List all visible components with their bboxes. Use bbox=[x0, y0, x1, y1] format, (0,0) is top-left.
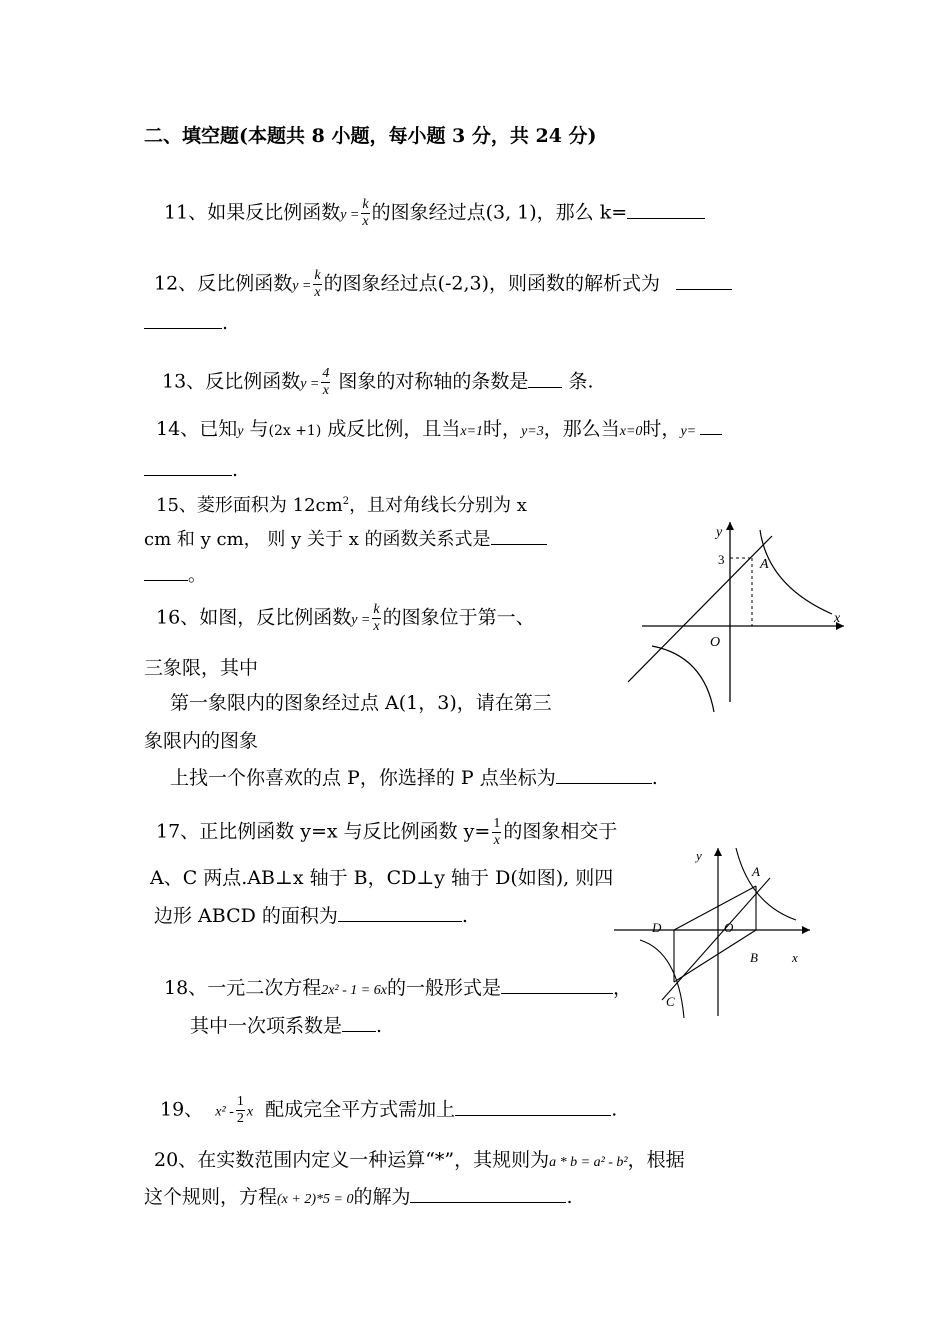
q14-answer-blank-a[interactable] bbox=[700, 416, 722, 435]
q16-text-post: 的图象位于第一、 bbox=[382, 606, 535, 629]
q16-line3: 第一象限内的图象经过点 A(1，3)，请在第三 bbox=[170, 692, 552, 714]
q18-text-post: 的一般形式是 bbox=[386, 977, 501, 999]
q13-frac-num: 4 bbox=[322, 366, 330, 381]
q12-text-post: 的图象经过点(-2,3)，则函数的解析式为 bbox=[323, 272, 661, 295]
q12-frac-den: x bbox=[314, 285, 321, 300]
q17-line1b: 的图象相交于 bbox=[503, 820, 618, 843]
q20-line2a: 这个规则，方程 bbox=[144, 1186, 278, 1208]
q16-number: 16、 bbox=[156, 606, 200, 629]
q16-end: . bbox=[651, 767, 658, 789]
q19-answer-blank[interactable] bbox=[455, 1097, 611, 1116]
q12-fraction bbox=[313, 268, 321, 301]
q12-number: 12、 bbox=[154, 272, 198, 295]
q17-answer-blank[interactable] bbox=[338, 903, 462, 922]
q16-hyperbola-q1 bbox=[760, 530, 832, 614]
q15-answer-blank-a[interactable] bbox=[491, 526, 547, 545]
question-20-line2 bbox=[144, 1184, 573, 1212]
question-15-line3 bbox=[144, 562, 206, 588]
q14-text-mid5: 时， bbox=[642, 418, 681, 440]
q14-text-pre: 已知 bbox=[199, 418, 238, 440]
q13-text-pre: 反比例函数 bbox=[205, 370, 301, 393]
question-18-line1 bbox=[164, 975, 632, 1003]
q17-frac-den: x bbox=[493, 833, 500, 848]
q18-answer-blank-a[interactable] bbox=[501, 975, 613, 994]
q13-func-y: y = bbox=[300, 376, 320, 392]
q17-x-arrow bbox=[802, 926, 810, 934]
q19-expr-b: x bbox=[246, 1104, 254, 1120]
q20-answer-blank[interactable] bbox=[410, 1184, 566, 1203]
q19-frac-den: 2 bbox=[236, 1111, 244, 1126]
q13-end: 条. bbox=[568, 370, 594, 393]
q14-ask: y= bbox=[680, 424, 697, 439]
q17-hyperbola-q1 bbox=[736, 848, 796, 920]
q14-text-mid1: 与 bbox=[249, 418, 269, 440]
q16-x-label: x bbox=[834, 611, 841, 626]
question-14 bbox=[156, 416, 722, 444]
section-title: 二、填空题(本题共 8 小题，每小题 3 分，共 24 分) bbox=[144, 125, 597, 147]
q18-end: ， bbox=[612, 977, 632, 999]
q19-expr-a: x² - bbox=[215, 1104, 234, 1120]
q16-line2: 三象限，其中 bbox=[144, 657, 259, 679]
q17-fraction bbox=[492, 816, 501, 849]
q12-frac-num: k bbox=[314, 268, 321, 283]
q17-frac-num: 1 bbox=[493, 816, 501, 831]
q12-answer-blank-a[interactable] bbox=[676, 271, 732, 290]
q18-text-pre: 一元二次方程 bbox=[207, 977, 322, 999]
q13-number: 13、 bbox=[162, 370, 206, 393]
q13-text-post: 图象的对称轴的条数是 bbox=[338, 370, 529, 393]
q19-fraction bbox=[236, 1094, 245, 1127]
question-12 bbox=[154, 268, 732, 301]
q20-equation: (x + 2)*5 = 0 bbox=[277, 1192, 354, 1207]
q14-answer-blank-b[interactable] bbox=[144, 457, 232, 476]
q11-number: 11、 bbox=[164, 201, 208, 224]
q16-y-label: y bbox=[716, 525, 723, 540]
q15-answer-blank-b[interactable] bbox=[144, 562, 188, 581]
question-11 bbox=[164, 197, 705, 230]
q14-expr: (2x +1) bbox=[268, 423, 322, 439]
q12-answer-blank-b[interactable] bbox=[144, 310, 222, 329]
q12-text-pre: 反比例函数 bbox=[197, 272, 293, 295]
q18-number: 18、 bbox=[164, 977, 208, 999]
q11-func-y: y = bbox=[340, 207, 360, 223]
q18-line2: 其中一次项系数是 bbox=[190, 1015, 343, 1037]
q17-line-yx bbox=[662, 878, 770, 1000]
question-17-line1 bbox=[156, 816, 617, 849]
q15-sup: 2 bbox=[342, 496, 350, 507]
q18-answer-blank-b[interactable] bbox=[342, 1013, 376, 1032]
question-15-line1 bbox=[156, 490, 527, 518]
q19-frac-num: 1 bbox=[236, 1094, 244, 1109]
q12-func-y: y = bbox=[292, 278, 312, 294]
q11-text-post: 的图象经过点(3, 1)，那么 k= bbox=[371, 201, 628, 224]
q17-label-a: A bbox=[752, 864, 760, 879]
q11-frac-num: k bbox=[362, 197, 369, 212]
q13-answer-blank[interactable] bbox=[528, 369, 562, 388]
q17-figure bbox=[610, 840, 820, 1020]
q17-hyperbola-q3 bbox=[640, 940, 684, 1018]
q20-line1a: 在实数范围内定义一种运算“*”，其规则为 bbox=[197, 1149, 550, 1171]
question-13 bbox=[162, 366, 594, 399]
q14-line2 bbox=[144, 457, 238, 482]
q16-frac-num: k bbox=[373, 602, 380, 617]
q16-line4: 象限内的图象 bbox=[144, 730, 259, 752]
q14-cond3: x=0 bbox=[619, 424, 643, 439]
q17-end: . bbox=[461, 905, 468, 927]
question-15-line2 bbox=[144, 526, 547, 552]
q16-frac-den: x bbox=[373, 619, 380, 634]
q17-label-c: C bbox=[666, 994, 675, 1009]
q19-end: . bbox=[611, 1098, 618, 1121]
q14-var-y: y bbox=[237, 424, 244, 439]
q20-number: 20、 bbox=[154, 1149, 198, 1171]
q14-text-mid3: 时， bbox=[483, 418, 522, 440]
question-16-line1 bbox=[156, 602, 535, 635]
q12-line2 bbox=[144, 310, 228, 335]
q14-number: 14、 bbox=[156, 418, 200, 440]
q18-end2: . bbox=[376, 1015, 383, 1037]
q17-y-arrow bbox=[714, 848, 722, 856]
q20-line2b: 的解为 bbox=[353, 1186, 411, 1208]
q17-line3: 边形 ABCD 的面积为 bbox=[154, 905, 338, 927]
q15-line1: 15、菱形面积为 12cm bbox=[156, 495, 343, 516]
q20-end: . bbox=[566, 1186, 573, 1208]
q16-fraction bbox=[372, 602, 380, 635]
q16-line5: 上找一个你喜欢的点 P，你选择的 P 点坐标为 bbox=[170, 767, 556, 789]
q17-line2: A、C 两点.AB⊥x 轴于 B，CD⊥y 轴于 D(如图), 则四 bbox=[150, 867, 614, 889]
q16-answer-blank[interactable] bbox=[556, 765, 652, 784]
q17-segment-cb bbox=[674, 930, 756, 982]
question-19 bbox=[160, 1094, 617, 1127]
q17-line3-wrap bbox=[154, 903, 468, 928]
q17-y-label: y bbox=[696, 848, 702, 863]
q17-label-d: D bbox=[652, 920, 662, 935]
q16-hyperbola-q3 bbox=[652, 646, 714, 712]
q16-text-pre: 如图，反比例函数 bbox=[199, 606, 352, 629]
q20-rule: a * b = a² - b² bbox=[549, 1155, 628, 1170]
q17-label-o: O bbox=[724, 920, 734, 935]
q11-fraction bbox=[361, 197, 369, 230]
q20-line1b: ，根据 bbox=[627, 1149, 685, 1171]
q15-line2: cm 和 y cm， 则 y 关于 x 的函数关系式是 bbox=[144, 529, 491, 550]
question-20-line1 bbox=[154, 1148, 685, 1175]
q14-text-mid4: ，那么当 bbox=[543, 418, 620, 440]
q13-frac-den: x bbox=[322, 383, 329, 398]
q14-end: . bbox=[232, 459, 239, 481]
q14-text-mid2: 成反比例，且当 bbox=[327, 418, 461, 440]
q16-point-a-label: A bbox=[760, 557, 769, 572]
q14-cond1: x=1 bbox=[460, 424, 484, 439]
q16-origin-label: O bbox=[710, 635, 721, 650]
q11-text-pre: 如果反比例函数 bbox=[207, 201, 341, 224]
q11-answer-blank[interactable] bbox=[627, 200, 705, 219]
q13-fraction bbox=[321, 366, 330, 399]
q16-figure bbox=[622, 516, 852, 716]
q15-end: 。 bbox=[188, 565, 206, 586]
q15-line1b: ，且对角线长分别为 x bbox=[349, 495, 527, 516]
q17-number: 17、 bbox=[156, 820, 200, 843]
q16-line5-wrap bbox=[170, 765, 658, 790]
q16-tick-3: 3 bbox=[718, 552, 725, 567]
q14-cond2: y=3 bbox=[521, 424, 544, 439]
q17-label-b: B bbox=[750, 950, 758, 965]
q17-line1a: 正比例函数 y=x 与反比例函数 y= bbox=[199, 820, 491, 843]
q16-y-arrow bbox=[726, 522, 734, 530]
q18-equation: 2x² - 1 = 6x bbox=[321, 983, 387, 998]
q19-text-post: 配成完全平方式需加上 bbox=[265, 1098, 456, 1121]
q19-number: 19、 bbox=[160, 1098, 204, 1121]
q16-func-y: y = bbox=[351, 612, 371, 628]
q11-frac-den: x bbox=[362, 214, 369, 229]
question-18-line2 bbox=[190, 1013, 382, 1038]
q12-end: . bbox=[222, 312, 229, 334]
q17-x-label: x bbox=[792, 950, 798, 965]
